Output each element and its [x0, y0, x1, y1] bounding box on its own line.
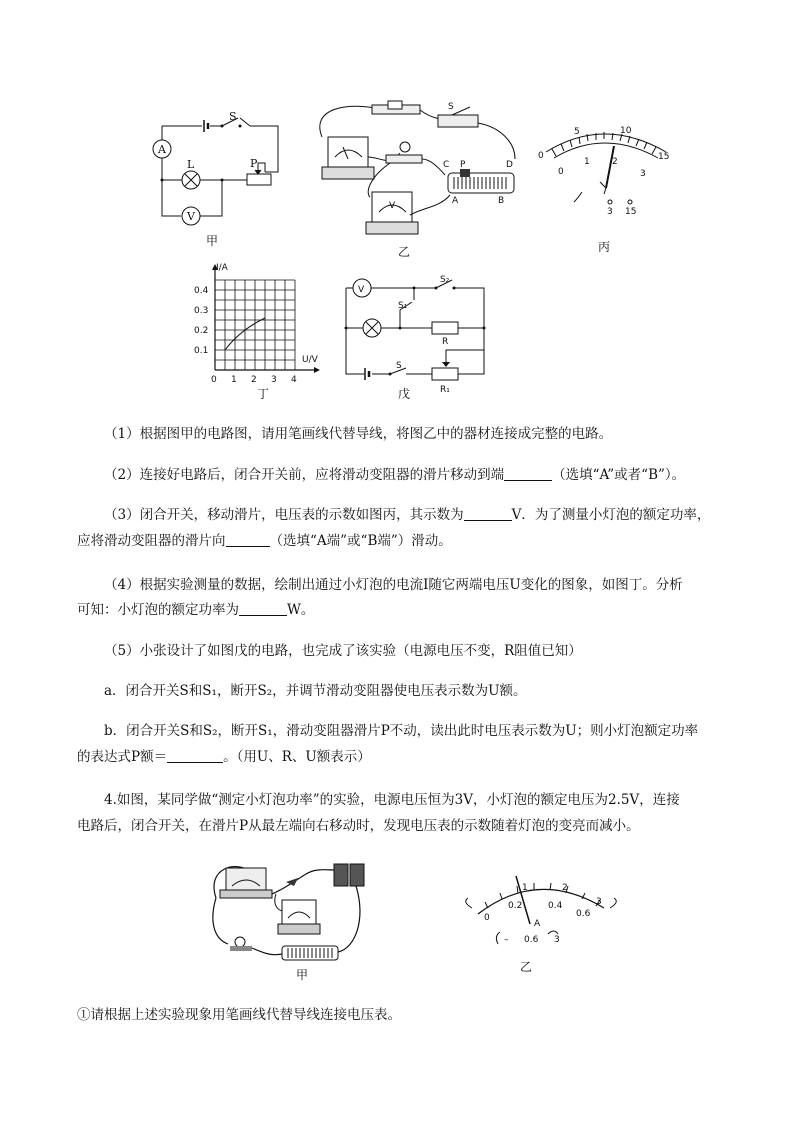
- caption-bing: 丙: [598, 240, 611, 254]
- wu-voltmeter-label: V: [358, 285, 365, 295]
- bing-zero-bottom: 0: [558, 167, 564, 177]
- q4yi-tick-bottom: 0.2: [508, 901, 523, 911]
- svg-text:V: V: [389, 201, 396, 211]
- q4yi-terminal: 3: [554, 935, 560, 945]
- bing-terminal-15: 15: [625, 207, 637, 217]
- yi-label-d: D: [506, 160, 513, 170]
- q4yi-tick-bottom: 0: [484, 913, 490, 923]
- q2-text-a: （2）连接好电路后，闭合开关前，应将滑动变阻器的滑片移动到端: [104, 467, 505, 483]
- q3-answer-blank-2[interactable]: [226, 531, 270, 547]
- yi-label-p: P: [460, 160, 466, 170]
- bing-tick-15: 15: [658, 152, 670, 162]
- ding-ytick: 0.3: [194, 306, 209, 316]
- q4-answer-blank[interactable]: [239, 600, 287, 616]
- voltmeter-label: V: [187, 210, 195, 223]
- q2-answer-blank[interactable]: [504, 465, 552, 481]
- question-part-2: [104, 462, 724, 488]
- ding-xtick: 1: [231, 375, 237, 385]
- question-part-1: （1）根据图甲的电路图，请用笔画线代替导线，将图乙中的器材连接成完整的电路。: [104, 426, 613, 442]
- ammeter-label: A: [158, 143, 166, 156]
- q4yi-tick-bottom: 0.6: [576, 909, 591, 919]
- yi-label-b: B: [498, 196, 505, 206]
- question-part-4-line2: [77, 597, 697, 623]
- q4-figure-yi-dial: [458, 868, 628, 958]
- bing-zero-top: 0: [538, 151, 544, 161]
- wu-label-r: R: [442, 337, 449, 347]
- q3-text-b: V．为了测量小灯泡的额定功率，: [511, 507, 711, 523]
- q3-answer-blank-1[interactable]: [464, 505, 512, 521]
- svg-text:–: –: [504, 935, 509, 945]
- q3-text-a: （3）闭合开关，移动滑片，电压表的示数如图丙，其示数为: [104, 507, 464, 523]
- step-b: b．闭合开关S和S₂，断开S₁，滑动变阻器滑片P不动，读出此时电压表示数为U；则小灯泡额定功率: [104, 723, 699, 739]
- q4yi-tick-top: 3: [596, 897, 602, 907]
- yi-label-a: A: [452, 196, 459, 206]
- q3-text-c: 应将滑动变阻器的滑片向: [77, 533, 226, 549]
- q4-text-c: W。: [287, 602, 315, 618]
- figure-jia-circuit: [150, 110, 290, 240]
- step-b-line2: [77, 744, 697, 770]
- yi-label-c: C: [443, 160, 450, 170]
- ding-ytick: 0.4: [194, 286, 209, 296]
- figure-bing-dial: [534, 120, 679, 230]
- question-4-line2: 电路后，闭合开关，在滑片P从最左端向右移动时，发现电压表的示数随着灯泡的变亮而减小。: [77, 818, 640, 834]
- q3-text-d: （选填“A端”或“B端”）滑动。: [269, 533, 452, 549]
- q4-caption-jia: 甲: [296, 968, 309, 982]
- q4yi-tick-top: 1: [522, 883, 528, 893]
- q4yi-unit: A: [534, 919, 541, 929]
- yi-switch-label: S: [448, 102, 454, 112]
- wu-label-s1: S₁: [398, 301, 408, 311]
- figure-yi-apparatus: [310, 97, 530, 247]
- wu-label-s2: S₂: [440, 275, 450, 285]
- question-part-3-line2: [77, 528, 697, 554]
- caption-ding: 丁: [257, 387, 270, 401]
- question-part-4: （4）根据实验测量的数据，绘制出通过小灯泡的电流I随它两端电压U变化的图象，如图丁。分析: [104, 577, 683, 593]
- ding-ytick: 0.2: [194, 326, 209, 336]
- bing-tick-10: 10: [620, 126, 632, 136]
- pb-answer-blank[interactable]: [167, 747, 223, 763]
- q4-caption-yi: 乙: [520, 960, 533, 974]
- slider-label: P: [250, 157, 258, 170]
- caption-jia: 甲: [206, 234, 219, 248]
- question-part-5: （5）小张设计了如图戊的电路，也完成了该实验（电源电压不变，R阻值已知）: [104, 643, 582, 659]
- pb-text-2: 的表达式P额＝: [77, 749, 168, 765]
- question-4-line1: 4.如图，某同学做“测定小灯泡功率”的实验，电源电压恒为3V，小灯泡的额定电压为2.5V，连接: [104, 792, 680, 808]
- step-a: a．闭合开关S和S₁，断开S₂，并调节滑动变阻器使电压表示数为U额。: [104, 683, 527, 699]
- wu-label-s: S: [396, 361, 402, 371]
- ding-xtick: 4: [291, 375, 297, 385]
- q2-text-b: （选填“A”或者“B”）。: [552, 467, 686, 483]
- bing-tick-2: 2: [612, 157, 618, 167]
- ding-xtick: 3: [271, 375, 277, 385]
- caption-yi: 乙: [398, 245, 411, 259]
- question-part-3: [104, 502, 724, 528]
- q4yi-tick-top: 2: [562, 883, 568, 893]
- ding-xtick: 0: [211, 375, 217, 385]
- question-4-subpart-1: ①请根据上述实验现象用笔画线代替导线连接电压表。: [77, 1007, 401, 1023]
- ding-xlabel: U/V: [302, 355, 318, 365]
- wu-label-r1: R₁: [440, 385, 450, 395]
- caption-wu: 戊: [398, 387, 411, 401]
- figure-ding-graph: [190, 258, 330, 398]
- q4yi-tick-bottom: 0.4: [548, 901, 563, 911]
- figure-wu-circuit: [338, 270, 498, 400]
- bing-terminal-3: 3: [607, 207, 613, 217]
- lamp-label: L: [187, 158, 195, 171]
- ding-ylabel: I/A: [216, 263, 228, 273]
- bing-tick-3: 3: [640, 169, 646, 179]
- bing-tick-5: 5: [574, 127, 580, 137]
- q4-figure-jia-apparatus: [206, 858, 376, 976]
- label-s: S: [229, 110, 237, 123]
- q4-text-b: 可知：小灯泡的额定功率为: [77, 602, 239, 618]
- ding-xtick: 2: [251, 375, 257, 385]
- ding-ytick: 0.1: [194, 346, 209, 356]
- pb-text-3: 。（用U、R、U额表示）: [223, 749, 371, 765]
- q4yi-terminal: 0.6: [524, 935, 539, 945]
- bing-tick-1: 1: [584, 157, 590, 167]
